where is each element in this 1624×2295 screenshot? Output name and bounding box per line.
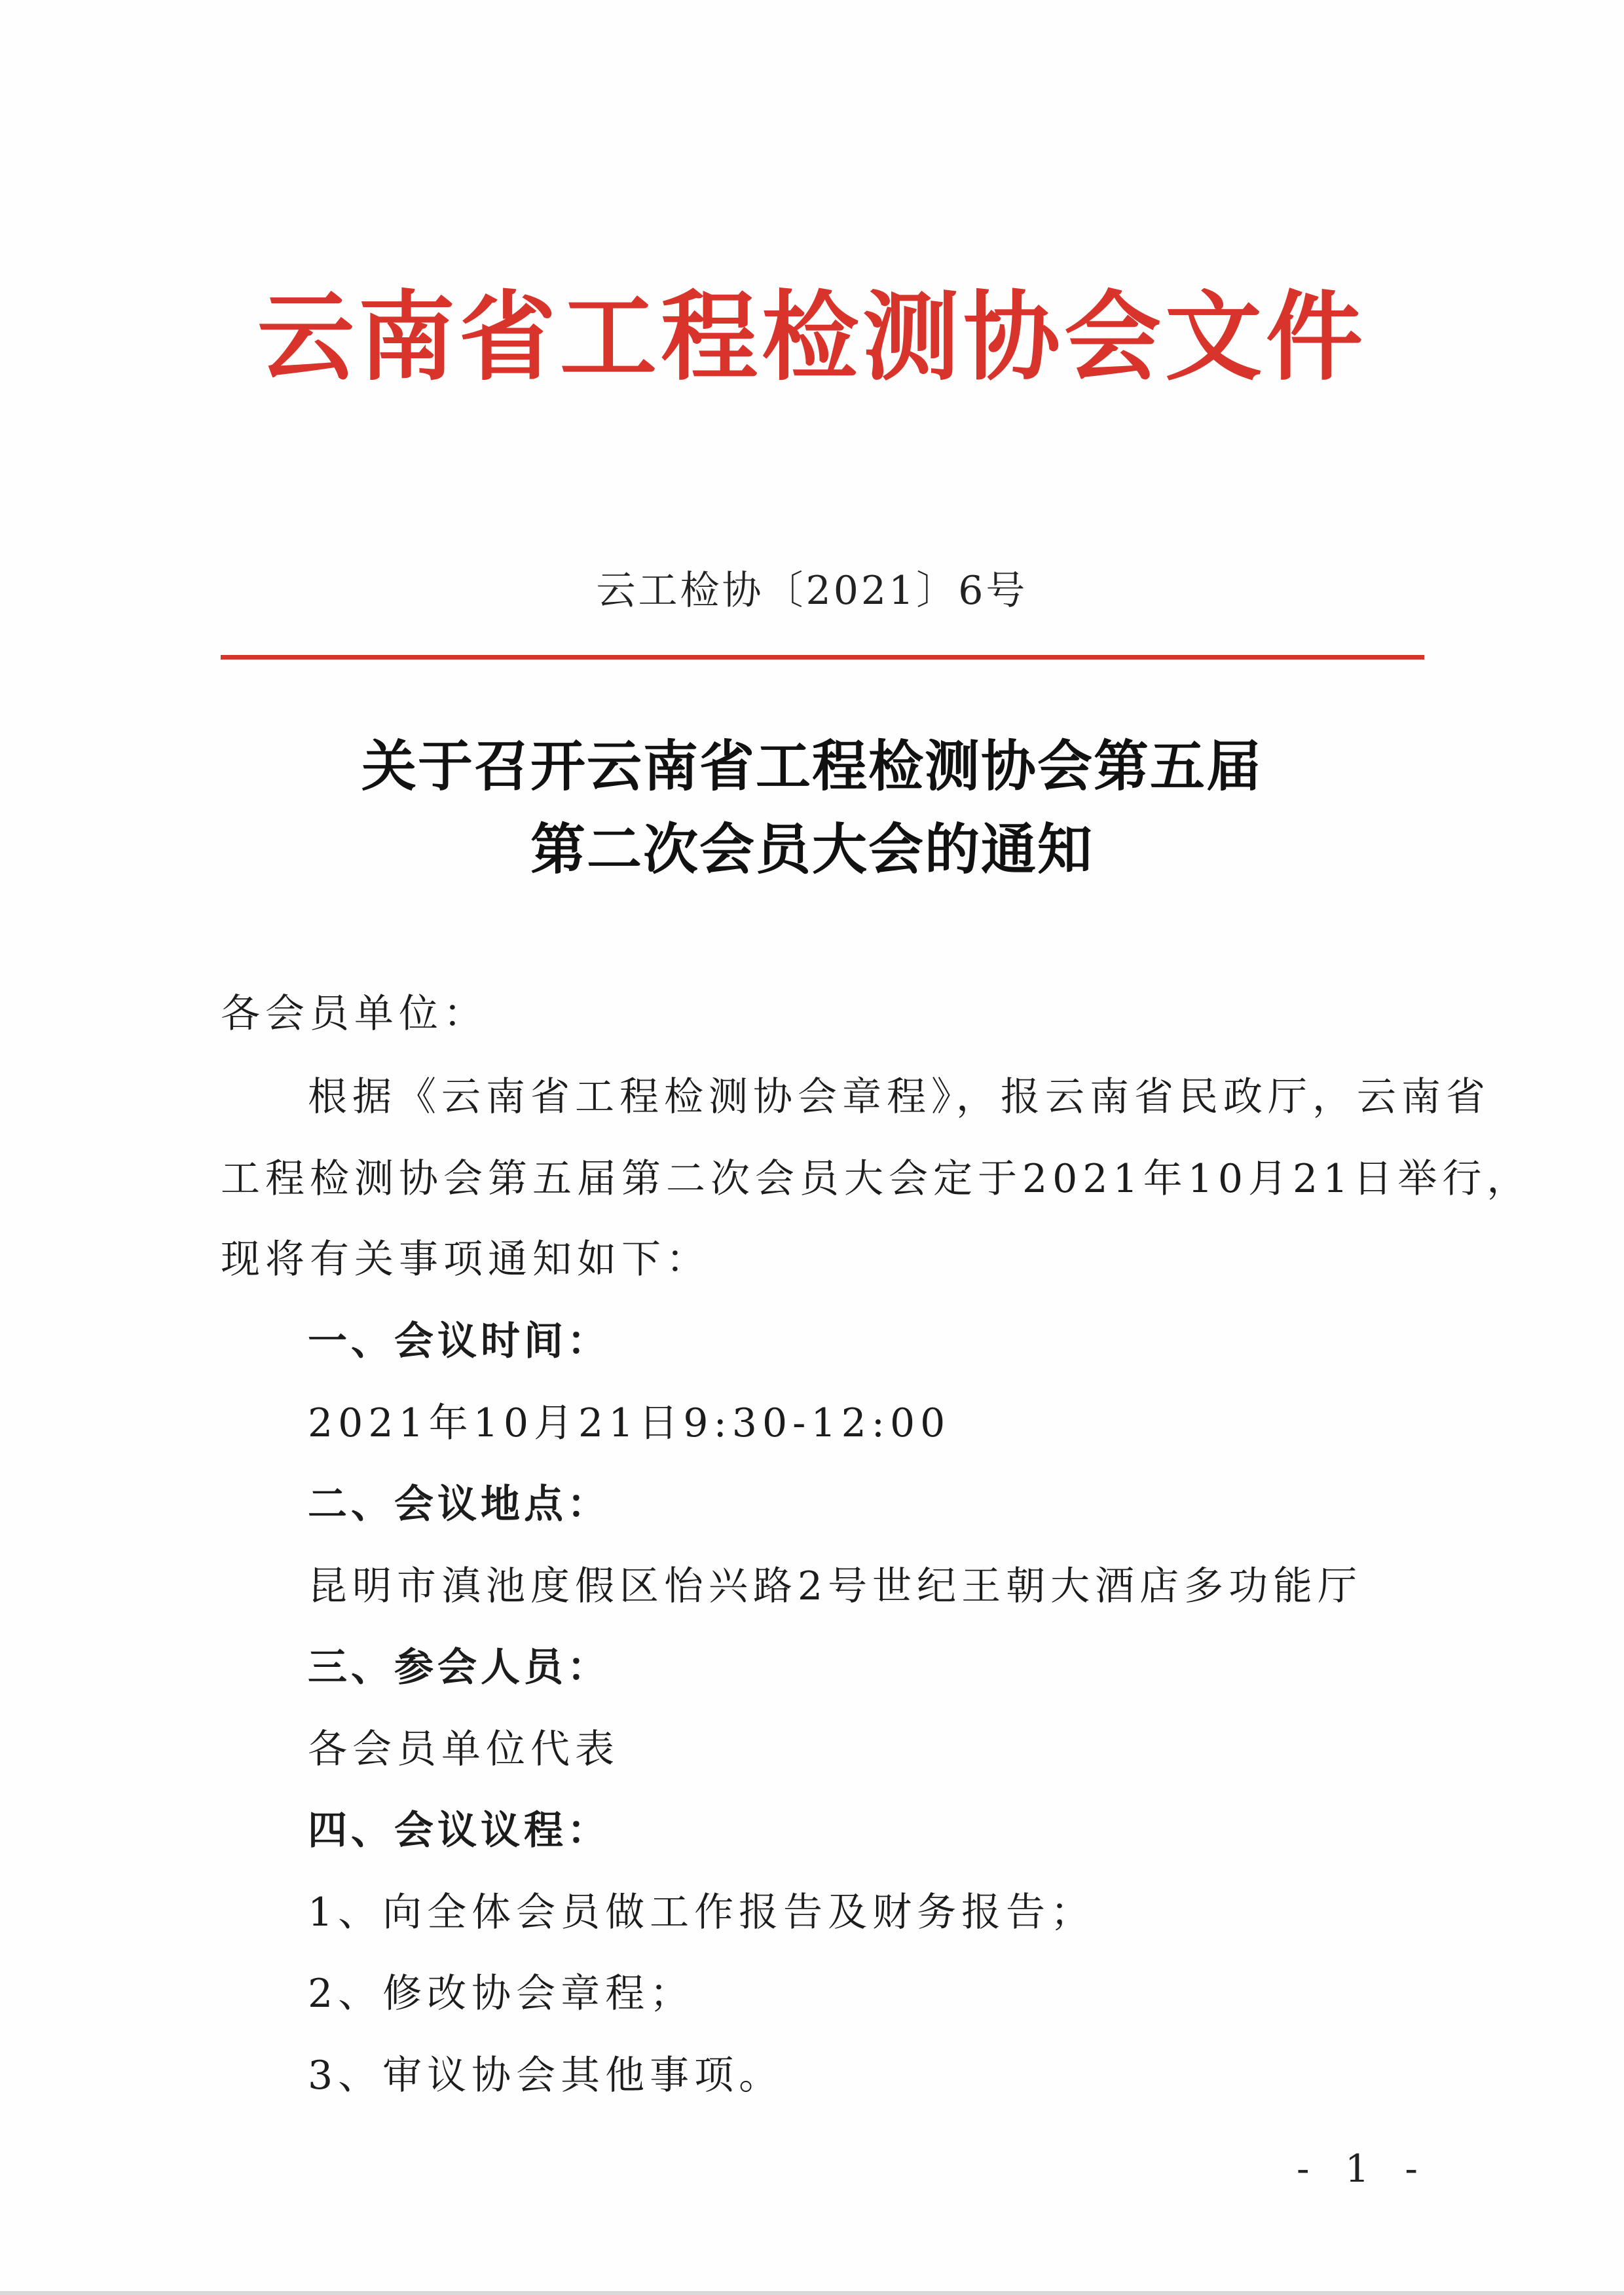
- document-number: 云工检协〔2021〕6号: [596, 568, 1028, 614]
- scan-bottom-edge: [0, 2291, 1624, 2295]
- section-heading-attendees: 三、参会人员：: [308, 1645, 610, 1690]
- section-heading-location: 二、会议地点：: [308, 1482, 610, 1527]
- notice-title-line-1: 关于召开云南省工程检测协会第五届: [361, 734, 1263, 798]
- section-heading-time: 一、会议时间：: [308, 1318, 610, 1364]
- page-number: - 1 -: [1297, 2146, 1430, 2191]
- section-content-location: 昆明市滇池度假区怡兴路2号世纪王朝大酒店多功能厅: [308, 1563, 1363, 1609]
- notice-title-line-2: 第二次会员大会的通知: [530, 817, 1094, 882]
- section-content-time: 2021年10月21日9:30-12:00: [308, 1400, 951, 1446]
- agenda-item: 1、向全体会员做工作报告及财务报告；: [308, 1890, 1096, 1935]
- document-header-title: 云南省工程检测协会文件: [257, 280, 1367, 394]
- header-red-rule: [221, 655, 1424, 660]
- section-content-attendees: 各会员单位代表: [308, 1726, 619, 1772]
- intro-line-1: 根据《云南省工程检测协会章程》，报云南省民政厅，云南省: [308, 1074, 1490, 1120]
- agenda-item: 2、修改协会章程；: [308, 1971, 695, 2017]
- intro-line-3: 现将有关事项通知如下：: [221, 1237, 710, 1282]
- agenda-item: 3、审议协会其他事项。: [308, 2053, 784, 2099]
- salutation: 各会员单位：: [221, 991, 488, 1037]
- section-heading-agenda: 四、会议议程：: [308, 1808, 610, 1854]
- intro-line-2: 工程检测协会第五届第二次会员大会定于2021年10月21日举行，: [221, 1156, 1532, 1202]
